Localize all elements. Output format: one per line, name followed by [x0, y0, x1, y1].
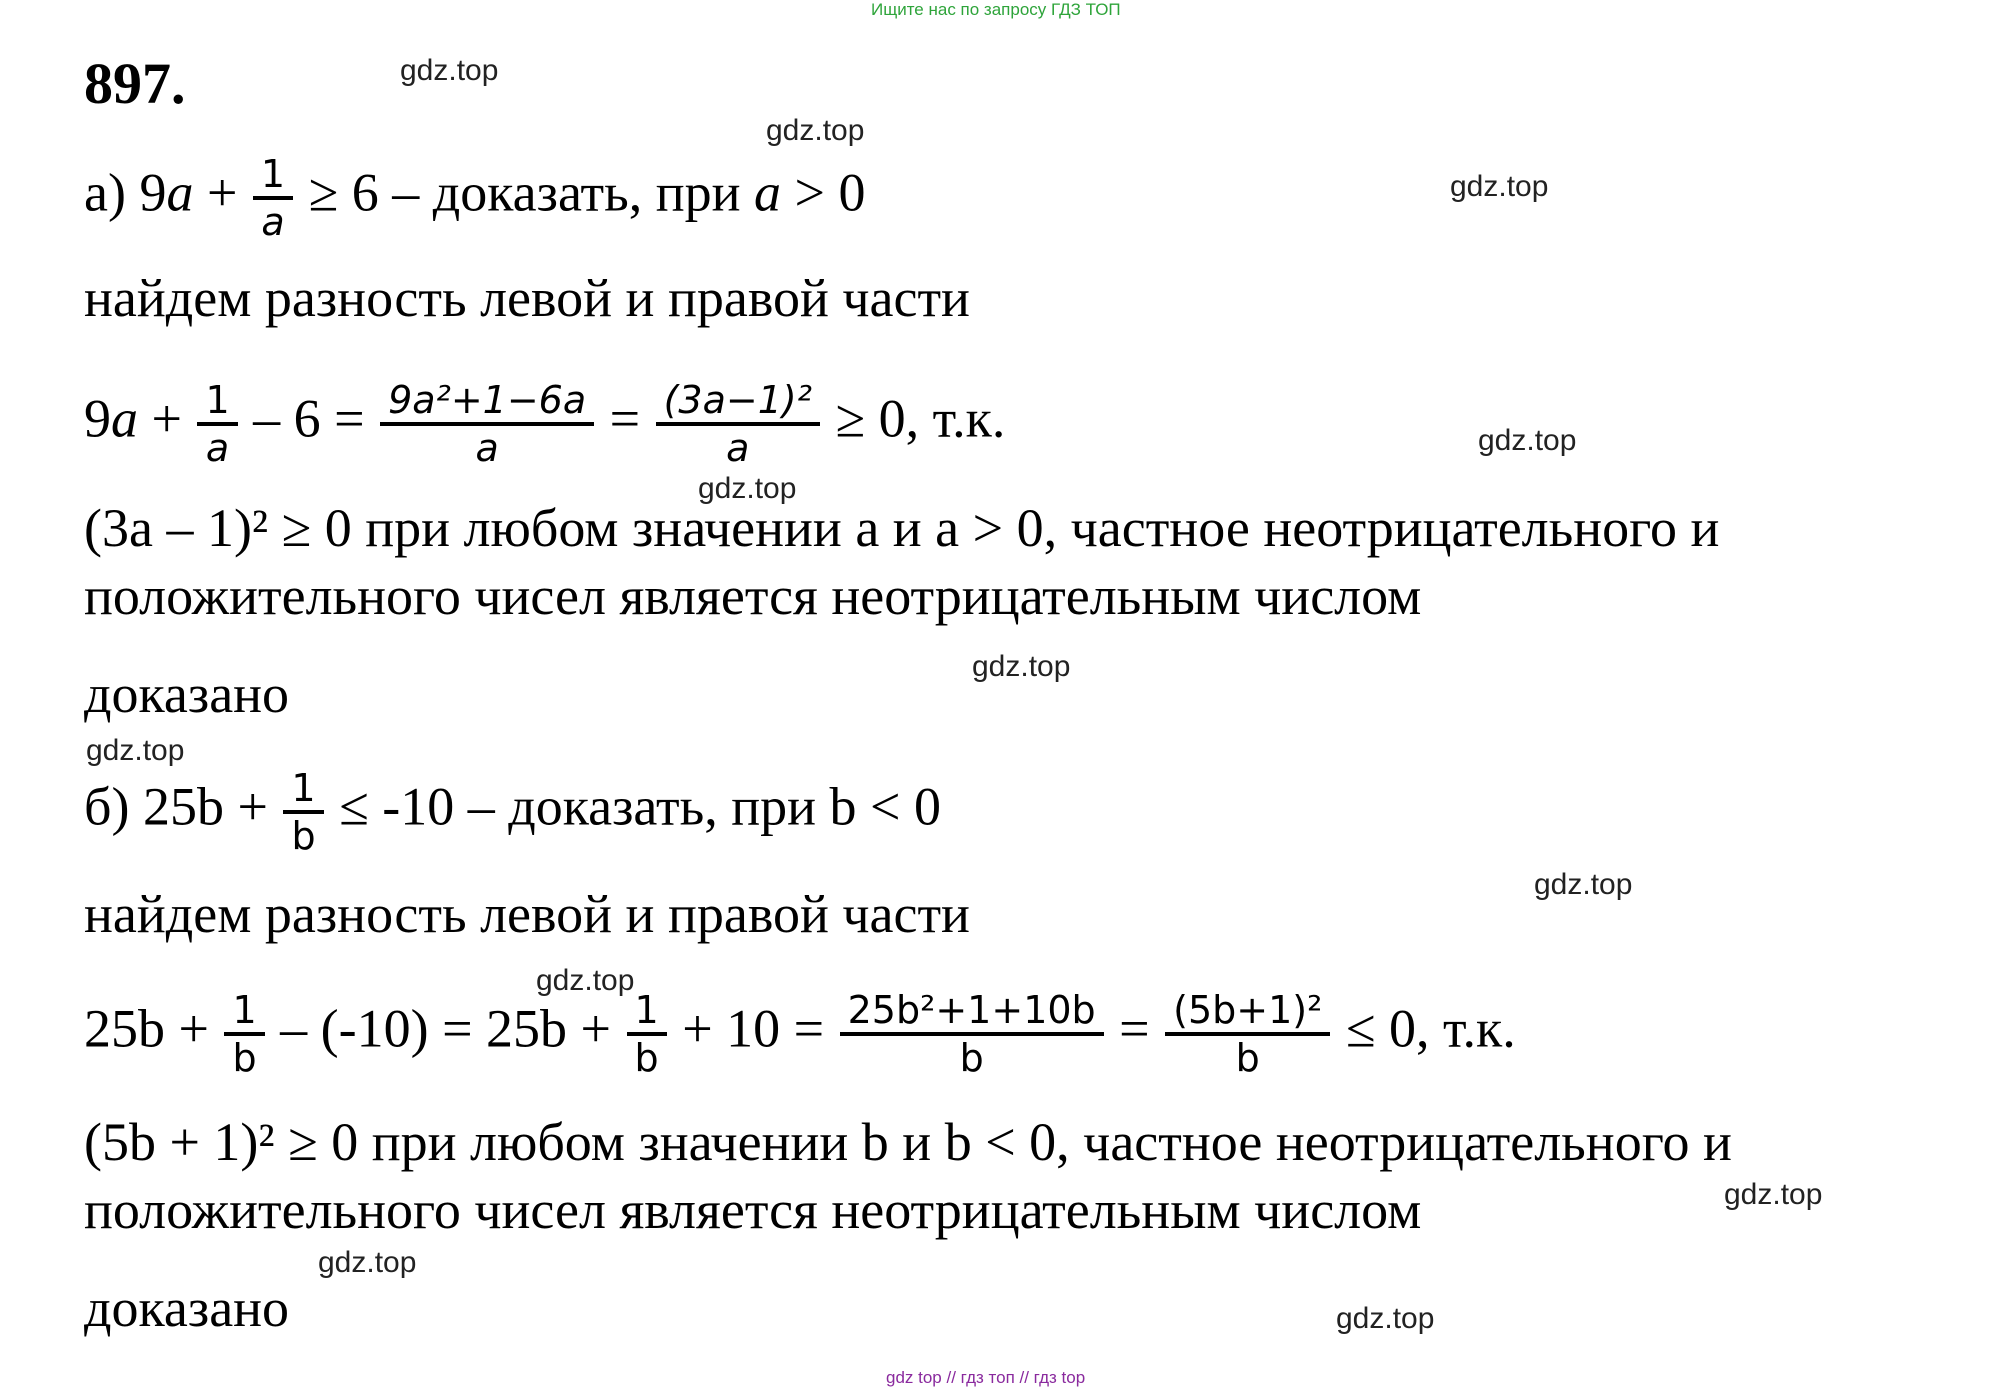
part-a-equation: 9a + $\frac{1}{a}$ – 6 = $\frac{\text{9a²+1−6a}}{a}$ = $\frac{\text{(3a−1)²}}{a}$ ≥ 0, т.к. [84, 378, 1006, 470]
fraction: $\frac{\text{9a²+1−6a}}{a}$ [384, 378, 590, 470]
part-b-statement: б) 25b + $\frac{1}{b}$ ≤ -10 – доказать, при b < 0 [84, 766, 941, 858]
part-b-equation: 25b + $\frac{1}{b}$ – (-10) = 25b + $\frac{1}{b}$ + 10 = $\frac{\text{25b²+1+10b}}{b}$ = $\frac{\text{(5b+1)²}}{b}$ ≤ 0, т.к. [84, 988, 1516, 1080]
part-b-reason-1: (5b + 1)² ≥ 0 при любом значении b и b < 0, частное неотрицательного и [84, 1112, 1732, 1172]
part-b-step-text: найдем разность левой и правой части [84, 884, 970, 944]
watermark: gdz.top [1450, 170, 1549, 203]
fraction: $\frac{1}{b}$ [228, 988, 260, 1080]
watermark: gdz.top [536, 964, 635, 997]
part-a-step-text: найдем разность левой и правой части [84, 268, 970, 328]
part-b-done: доказано [84, 1278, 290, 1338]
fraction: $\frac{1}{b}$ [631, 988, 663, 1080]
part-a-reason-1: (3a – 1)² ≥ 0 при любом значении a и a > 0, частное неотрицательного и [84, 498, 1720, 558]
footer-links: gdz top // гдз топ // гдз top [886, 1368, 1086, 1387]
watermark: gdz.top [766, 114, 865, 147]
top-banner: Ищите нас по запросу ГДЗ ТОП [871, 0, 1121, 19]
watermark: gdz.top [1724, 1178, 1823, 1211]
fraction: $\frac{1}{a}$ [257, 152, 289, 244]
part-a-reason-2: положительного чисел является неотрицательным числом [84, 566, 1422, 626]
watermark: gdz.top [318, 1246, 417, 1279]
watermark: gdz.top [400, 54, 499, 87]
part-b-reason-2: положительного чисел является неотрицательным числом [84, 1180, 1422, 1240]
fraction: $\frac{1}{a}$ [201, 378, 233, 470]
watermark: gdz.top [1478, 424, 1577, 457]
watermark: gdz.top [86, 734, 185, 767]
watermark: gdz.top [1336, 1302, 1435, 1335]
problem-number: 897. [84, 51, 186, 116]
fraction: $\frac{\text{(5b+1)²}}{b}$ [1169, 988, 1326, 1080]
watermark: gdz.top [1534, 868, 1633, 901]
fraction: $\frac{\text{25b²+1+10b}}{b}$ [844, 988, 1100, 1080]
part-a-statement: а) 9a + $\frac{1}{a}$ ≥ 6 – доказать, при a > 0 [84, 152, 866, 244]
watermark: gdz.top [698, 472, 797, 505]
part-a-done: доказано [84, 664, 290, 724]
fraction: $\frac{1}{b}$ [287, 766, 319, 858]
fraction: $\frac{\text{(3a−1)²}}{a}$ [660, 378, 816, 470]
watermark: gdz.top [972, 650, 1071, 683]
